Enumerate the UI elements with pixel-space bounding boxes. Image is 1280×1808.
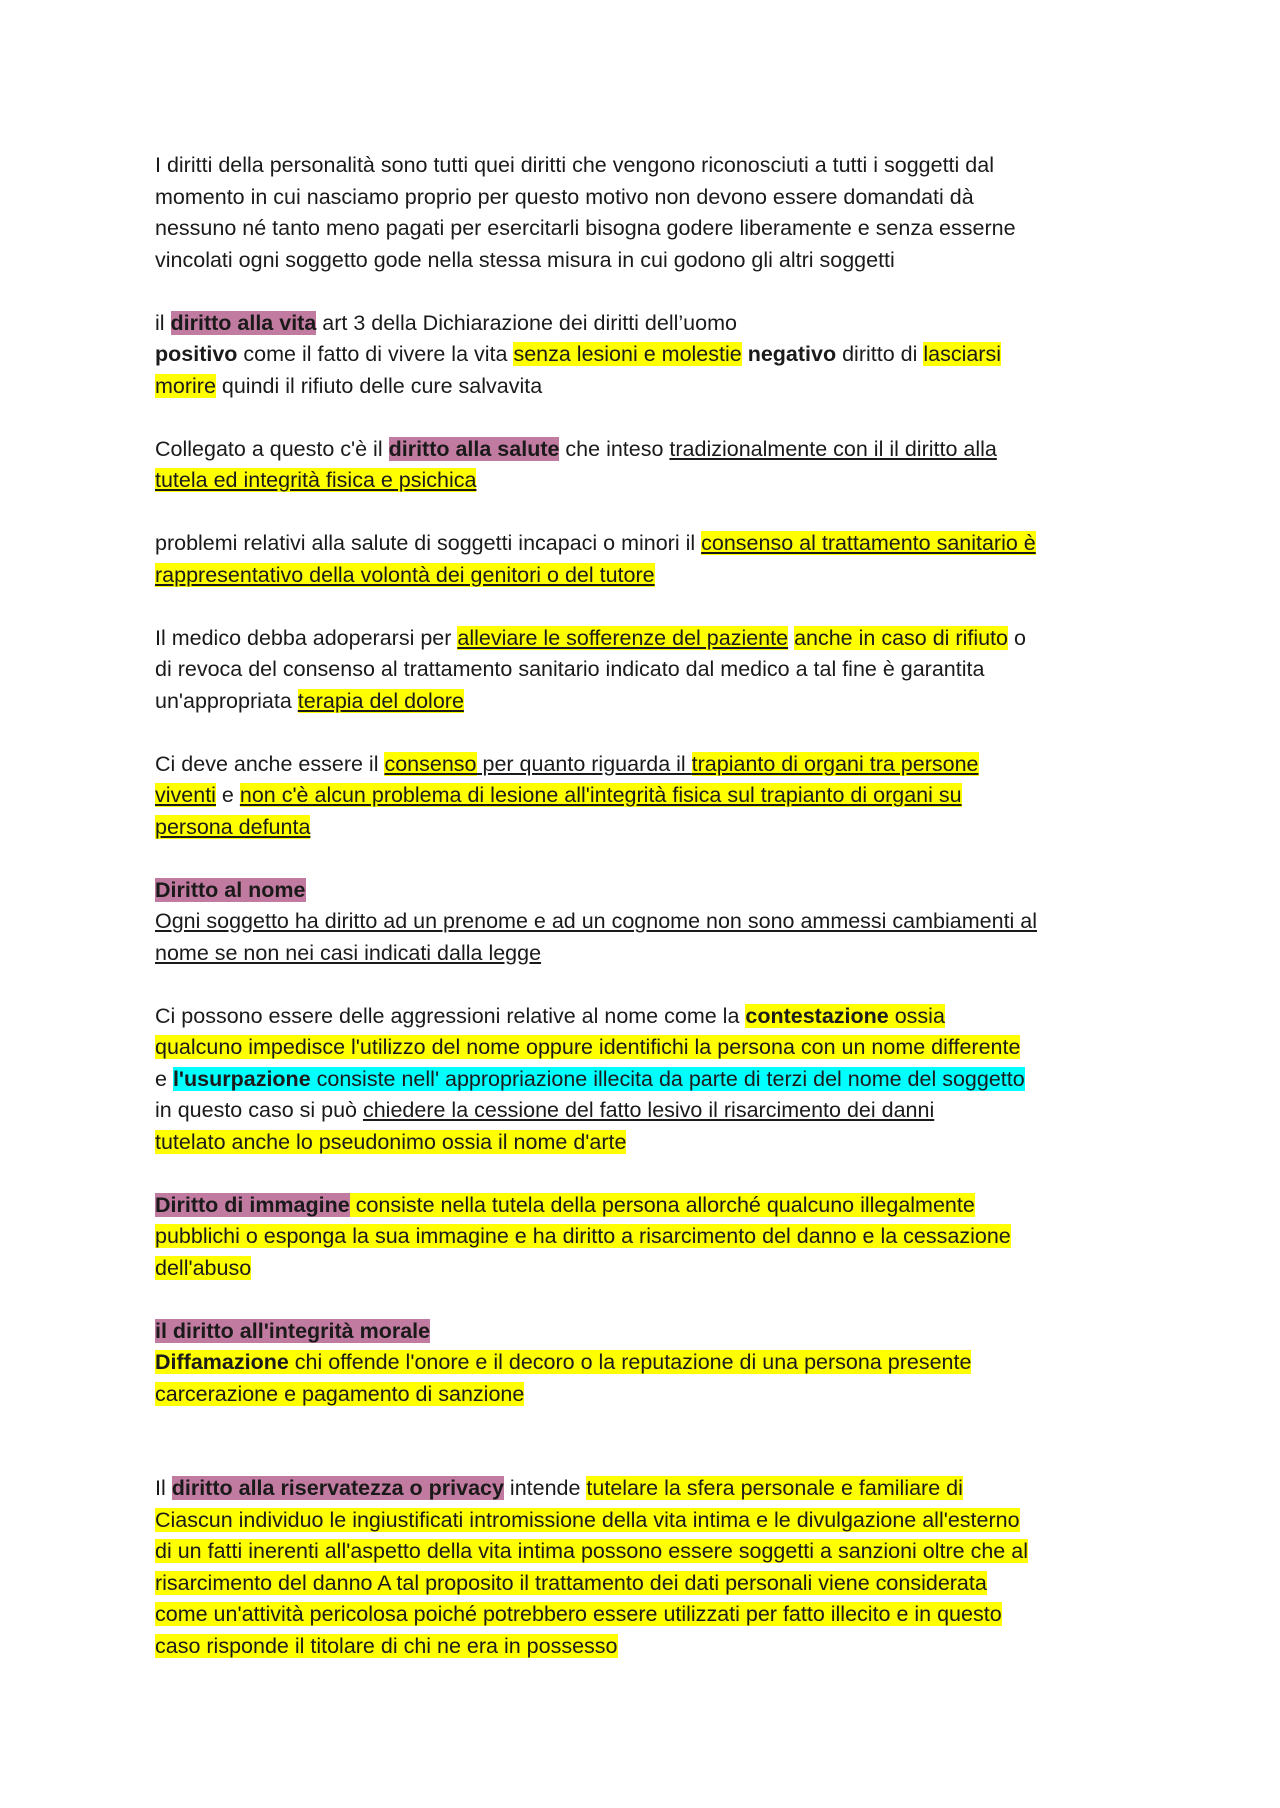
text-run: nessuno né tanto meno pagati per esercitarli bisogna godere liberamente e senza esserne [155,216,1016,240]
text-line [155,1064,1145,1096]
yellow-highlight: ossia [888,1003,945,1028]
yellow-highlight: consenso al trattamento sanitario è [701,531,1036,555]
text-line [155,1379,1145,1411]
text-run: come il fatto di vivere la vita [237,342,514,366]
yellow-highlight: rappresentativo della volontà dei genitori o del tutore [155,562,655,587]
text-run: di revoca del consenso al trattamento sanitario indicato dal medico a tal fine è garantita [155,657,985,681]
yellow-highlight: consenso [384,751,477,776]
text-run: art 3 della Dichiarazione dei diritti dell’uomo [316,310,737,335]
text-run: I diritti della personalità sono tutti quei diritti che vengono riconosciuti a tutti i soggetti dal [155,153,994,177]
section-heading-highlight: diritto alla vita [170,310,317,335]
text-line [155,1505,1145,1537]
yellow-highlight: tutelato anche lo pseudonimo ossia il nome d'arte [155,1129,627,1154]
yellow-highlight: risarcimento del danno A tal proposito il trattamento dei dati personali viene considerata [155,1570,987,1595]
text-run: e [215,783,240,807]
text-line [155,1568,1145,1600]
paragraph-intro [155,150,1145,276]
text-line [155,308,1145,340]
underlined-text: chiedere la cessione del fatto lesivo il risarcimento dei danni [362,1098,935,1122]
cyan-highlight: l'usurpazione [172,1066,311,1091]
yellow-highlight: trapianto di organi tra persone [691,751,979,776]
text-line [155,1190,1145,1222]
text-run: che inteso [559,436,670,461]
yellow-highlight: come un'attività pericolosa poiché potrebbero essere utilizzati per fatto illecito e in questo [155,1602,1002,1626]
text-run: intende [503,1476,587,1500]
text-run: o [1008,625,1026,650]
paragraph-medico [155,623,1145,718]
section-heading-highlight: diritto alla riservatezza o privacy [171,1476,504,1500]
text-line [155,1347,1145,1379]
yellow-highlight: lasciarsi [923,342,1001,366]
text-line [155,1599,1145,1631]
text-run: Collegato a questo c'è il [155,436,389,461]
paragraph-diritto-salute [155,434,1145,497]
yellow-highlight: terapia del dolore [297,688,464,713]
text-line [155,560,1145,592]
text-line [155,812,1145,844]
underlined-text: Ogni soggetto ha diritto ad un prenome e ad un cognome non sono ammessi cambiamenti al [155,909,1038,933]
yellow-highlight: morire [155,373,216,398]
text-line [155,434,1145,466]
section-heading-highlight: Diritto di immagine [155,1192,350,1217]
text-line [155,1253,1145,1285]
paragraph-integrita-morale [155,1316,1145,1411]
text-line [155,749,1145,781]
cyan-highlight: consiste nell' appropriazione illecita da parte di terzi del nome del soggetto [310,1066,1025,1091]
section-heading-highlight: diritto alla salute [388,436,560,461]
text-run: problemi relativi alla salute di soggetti incapaci o minori il [155,531,702,555]
text-line [155,182,1145,214]
yellow-highlight: tutelare la sfera personale e familiare di [586,1476,963,1500]
text-line [155,1032,1145,1064]
text-line [155,339,1145,371]
text-line [155,245,1145,277]
text-line [155,528,1145,560]
text-line [155,875,1145,907]
yellow-highlight: tutela ed integrità fisica e psichica [155,468,477,492]
text-run: vincolati ogni soggetto gode nella stessa misura in cui godono gli altri soggetti [155,247,895,272]
yellow-highlight: di un fatti inerenti all'aspetto della vita intima possono essere soggetti a sanzioni oltre che al [155,1539,1028,1563]
underlined-text: tradizionalmente con il il diritto alla [669,436,997,461]
text-line [155,654,1145,686]
paragraph-nome [155,875,1145,970]
text-run: e [155,1066,173,1091]
text-line [155,1127,1145,1159]
text-run: in questo caso si può [155,1098,363,1122]
yellow-highlight: non c'è alcun problema di lesione all'integrità fisica sul trapianto di organi su [239,783,962,807]
yellow-highlight: persona defunta [155,814,311,839]
yellow-highlight: alleviare le sofferenze del paziente [457,625,789,650]
text-line [155,906,1145,938]
text-line [155,1001,1145,1033]
yellow-highlight: dell'abuso [155,1255,252,1280]
yellow-highlight: Ciascun individuo le ingiustificati intromissione della vita intima e le divulgazione all'esterno [155,1507,1020,1532]
bold-text: positivo [155,342,238,366]
text-run: momento in cui nasciamo proprio per questo motivo non devono essere domandati dà [155,184,974,209]
text-line [155,213,1145,245]
paragraph-aggressioni-nome [155,1001,1145,1159]
yellow-highlight: anche in caso di rifiuto [794,625,1008,650]
yellow-highlight: carcerazione e pagamento di sanzione [155,1381,525,1406]
yellow-highlight: viventi [155,783,216,807]
text-run: Ci deve anche essere il [155,751,385,776]
yellow-highlight: contestazione [745,1003,889,1028]
text-run: Il [155,1476,172,1500]
underlined-text: nome se non nei casi indicati dalla legge [155,940,542,965]
text-line [155,1536,1145,1568]
yellow-highlight: consiste nella tutela della persona allorché qualcuno illegalmente [349,1192,975,1217]
yellow-highlight: qualcuno impedisce l'utilizzo del nome oppure identifichi la persona con un nome differente [155,1035,1021,1059]
yellow-highlight: senza lesioni e molestie [513,342,742,366]
text-run: un'appropriata [155,688,298,713]
paragraph-immagine [155,1190,1145,1285]
text-run: Ci possono essere delle aggressioni relative al nome come la [155,1003,746,1028]
text-run: il [155,310,171,335]
yellow-highlight: Diffamazione [155,1350,289,1374]
section-heading-highlight: il diritto all'integrità morale [155,1318,431,1343]
text-line [155,465,1145,497]
text-line [155,1473,1145,1505]
text-run: diritto di [836,342,924,366]
text-run: quindi il rifiuto delle cure salvavita [215,373,543,398]
text-line [155,150,1145,182]
paragraph-incapaci [155,528,1145,591]
yellow-highlight: caso risponde il titolare di chi ne era in possesso [155,1633,618,1658]
text-line [155,938,1145,970]
bold-text: negativo [747,342,837,366]
text-line [155,1631,1145,1663]
text-line [155,780,1145,812]
yellow-highlight: pubblichi o esponga la sua immagine e ha diritto a risarcimento del danno e la cessazione [155,1224,1011,1248]
yellow-highlight: chi offende l'onore e il decoro o la reputazione di una persona presente [288,1350,972,1374]
text-run: Il medico debba adoperarsi per [155,625,458,650]
underlined-text: per quanto riguarda il [476,751,692,776]
document-page [155,150,1145,1694]
section-heading-highlight: Diritto al nome [155,877,306,902]
paragraph-diritto-vita [155,308,1145,403]
text-line [155,623,1145,655]
text-line [155,686,1145,718]
text-line [155,1095,1145,1127]
paragraph-privacy [155,1473,1145,1662]
text-line [155,371,1145,403]
paragraph-trapianto [155,749,1145,844]
text-line [155,1316,1145,1348]
text-line [155,1221,1145,1253]
